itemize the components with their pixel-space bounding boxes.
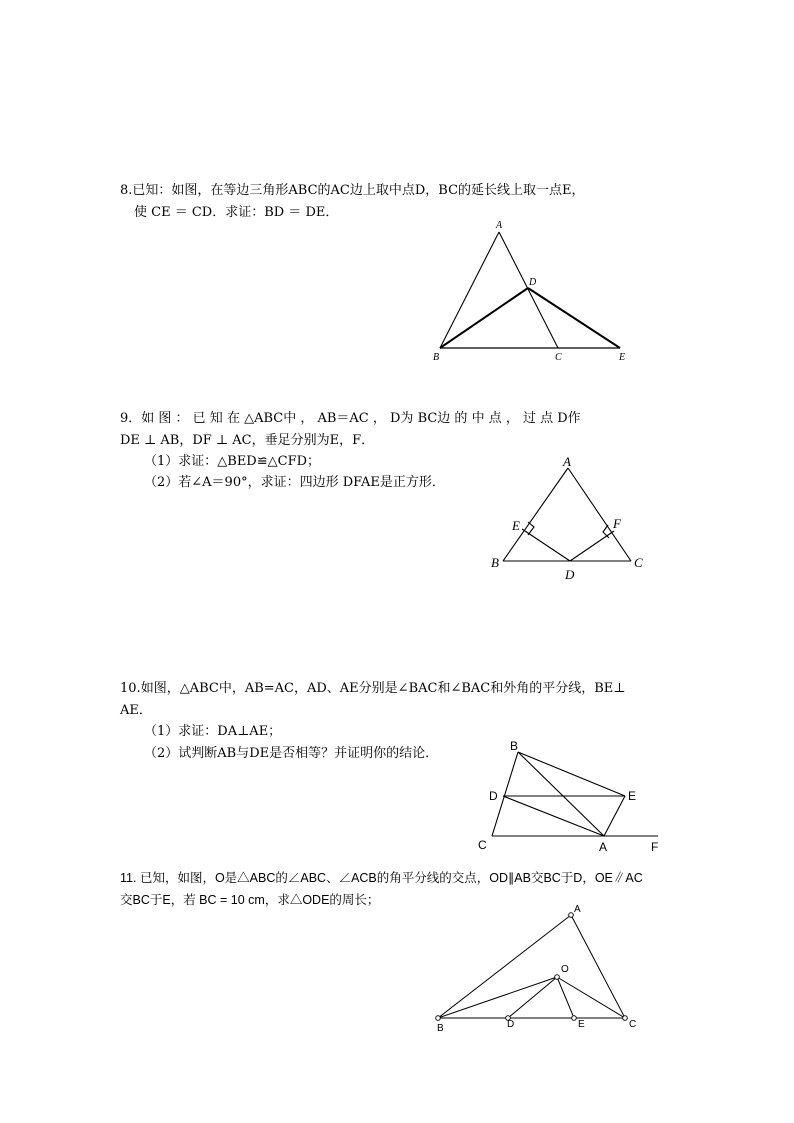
point-C [623, 1016, 628, 1021]
label-F: F [651, 840, 659, 854]
label-D: D [565, 567, 575, 582]
problem-9-line-4: （2）若∠A＝90°，求证：四边形 DFAE是正方形． [144, 475, 445, 490]
label-A: A [599, 840, 608, 854]
label-C: C [555, 352, 562, 363]
label-D: D [507, 1019, 515, 1030]
label-E: E [628, 789, 637, 803]
segment-BA [438, 915, 571, 1018]
label-E: E [512, 518, 520, 533]
label-B: B [437, 1023, 444, 1034]
problem-8-line-2: 使 CE ＝ CD．求证：BD ＝ DE． [134, 205, 339, 220]
label-B: B [433, 352, 440, 363]
label-D: D [489, 789, 498, 803]
problem-9-line-3: （1）求证：△BED≌△CFD； [144, 454, 321, 469]
problem-11-line-2: 交BC于E，若 BC = 10 cm，求△ODE的周长； [120, 893, 380, 907]
label-C: C [634, 555, 643, 570]
label-E: E [619, 352, 626, 363]
label-B: B [510, 739, 519, 753]
problem-10-line-3: （1）求证：DA⊥AE； [144, 724, 282, 739]
point-E [572, 1016, 577, 1021]
label-A: A [563, 454, 571, 469]
problem-9-text-1: 如 图 ： 已 知 在 △ABC中 ， AB＝AC ， D为 BC边 的 中 点 ， 过 点 D作 [141, 411, 581, 426]
point-O [555, 975, 560, 980]
problem-9-line-2: DE ⊥ AB，DF ⊥ AC，垂足分别为E，F． [120, 433, 375, 448]
label-B: B [491, 555, 499, 570]
segment-OD [508, 977, 557, 1018]
point-B [436, 1016, 441, 1021]
problem-8-text-1: 已知：如图，在等边三角形ABC的AC边上取中点D，BC的延长线上取一点E， [132, 183, 585, 198]
problem-10-text-1: 如图，△ABC中，AB=AC，AD、AE分别是∠BAC和∠BAC和外角的平分线，BE⊥ [140, 681, 626, 696]
problem-8-number: 8. [120, 183, 133, 198]
label-O: O [561, 964, 569, 975]
problem-9-number: 9． [120, 411, 142, 426]
problem-11-text-1: 已知，如图，O是△ABC的∠ABC、∠ACB的角平分线的交点，OD∥AB交BC于D，OE∥AC [139, 871, 643, 885]
problem-11-number: 11. [120, 871, 137, 885]
segment-BO [438, 977, 557, 1018]
problem-10-line-4: （2）试判断AB与DE是否相等？并证明你的结论． [144, 746, 439, 761]
label-C: C [478, 838, 487, 852]
point-A [569, 913, 574, 918]
label-A: A [574, 904, 581, 915]
problem-10-number: 10. [120, 681, 141, 696]
label-C: C [629, 1019, 637, 1030]
label-F: F [613, 516, 621, 531]
label-E: E [578, 1019, 585, 1030]
label-D: D [529, 277, 537, 288]
label-A: A [496, 220, 503, 231]
problem-10-line-2: AE． [120, 703, 152, 718]
segment-AC [571, 915, 625, 1018]
segment-OE [557, 977, 574, 1018]
